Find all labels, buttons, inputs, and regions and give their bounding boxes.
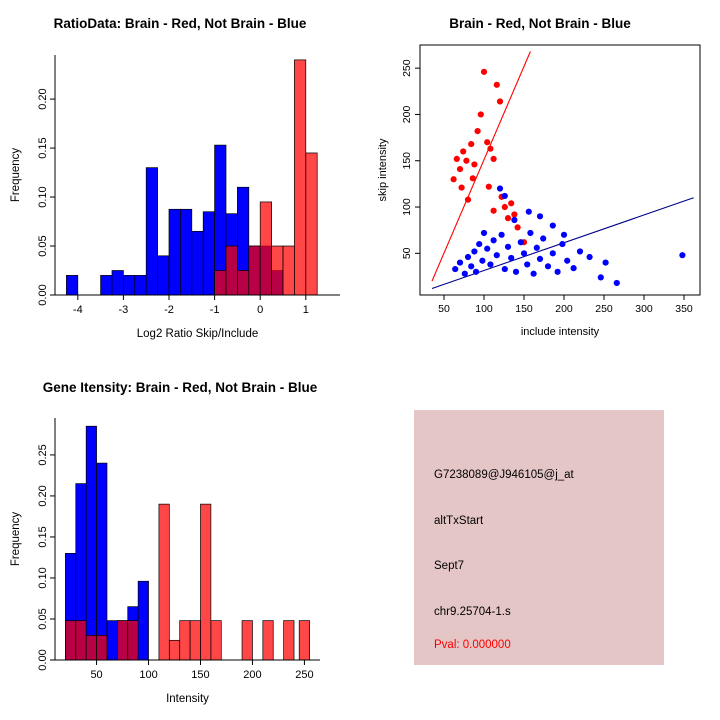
ratio-histogram-panel (0, 0, 360, 360)
y-tick-label: 0.00 (37, 284, 49, 306)
gene-name-text: Sept7 (434, 560, 465, 572)
x-tick-label: 250 (595, 303, 613, 315)
y-tick-label: 0.20 (37, 485, 49, 507)
scatter-point (508, 255, 514, 261)
scatter-point (587, 254, 593, 260)
scatter-point (454, 156, 460, 162)
histogram-bar (138, 581, 148, 660)
scatter-point (499, 232, 505, 238)
y-tick-label: 0.10 (37, 567, 49, 589)
gene-histogram-plot (0, 360, 400, 720)
scatter-point (494, 82, 500, 88)
scatter-point (497, 98, 503, 104)
scatter-point (513, 269, 519, 275)
scatter-point (470, 175, 476, 181)
histogram-bar (272, 246, 283, 295)
histogram-bar (112, 271, 123, 295)
scatter-point (451, 176, 457, 182)
scatter-point (555, 269, 561, 275)
histogram-bar (180, 209, 191, 295)
x-axis-label: Log2 Ratio Skip/Include (136, 328, 259, 340)
histogram-bar (76, 621, 86, 660)
scatter-point (505, 215, 511, 221)
scatter-point (468, 141, 474, 147)
histogram-bar (192, 231, 203, 295)
x-tick-label: 200 (243, 669, 262, 681)
y-tick-label: 0.15 (37, 526, 49, 548)
y-tick-label: 100 (401, 198, 413, 216)
scatter-point (531, 271, 537, 277)
probe-id-text: G7238089@J946105@j_at (434, 469, 574, 481)
x-tick-label: -2 (164, 304, 174, 316)
histogram-bar (237, 271, 248, 295)
x-tick-label: -1 (209, 304, 220, 316)
x-tick-label: 1 (302, 304, 309, 316)
scatter-point (518, 239, 524, 245)
histogram-bar (200, 504, 210, 660)
scatter-point (511, 217, 517, 223)
histogram-bar (135, 275, 146, 295)
scatter-point (564, 258, 570, 264)
histogram-bar (107, 621, 117, 660)
scatter-point (571, 265, 577, 271)
scatter-point (478, 111, 484, 117)
scatter-point (534, 245, 540, 251)
histogram-bar (123, 275, 134, 295)
x-tick-label: 350 (675, 303, 693, 315)
histogram-bar (260, 202, 271, 295)
x-tick-label: 50 (90, 669, 103, 681)
histogram-bar (203, 212, 214, 295)
histogram-bar (158, 256, 169, 295)
scatter-point (505, 244, 511, 250)
scatter-point (476, 241, 482, 247)
y-tick-label: 0.05 (37, 235, 49, 257)
scatter-point (465, 254, 471, 260)
histogram-bar (65, 621, 75, 660)
scatter-point (471, 161, 477, 167)
scatter-point (561, 232, 567, 238)
histogram-bar (169, 640, 179, 660)
scatter-point (475, 128, 481, 134)
histogram-bar (263, 621, 273, 660)
scatter-point (459, 184, 465, 190)
scatter-point (550, 250, 556, 256)
scatter-point (537, 256, 543, 262)
scatter-point (502, 193, 508, 199)
histogram-bar (86, 635, 96, 660)
histogram-bar (215, 271, 226, 295)
scatter-point (484, 246, 490, 252)
pval-text: Pval: 0.000000 (434, 639, 511, 651)
scatter-point (481, 230, 487, 236)
scatter-point (486, 184, 492, 190)
y-tick-label: 0.20 (37, 88, 49, 110)
y-axis-label: Frequency (10, 511, 22, 567)
histogram-bar (306, 153, 317, 295)
scatter-point (511, 211, 517, 217)
scatter-point (457, 166, 463, 172)
histogram-bar (242, 621, 252, 660)
scatter-point (521, 250, 527, 256)
histogram-bar (294, 60, 305, 295)
ratio-histogram-plot (0, 0, 360, 360)
gene-histogram-title: Gene Itensity: Brain - Red, Not Brain - Blue (42, 380, 318, 395)
x-tick-label: -3 (118, 304, 129, 316)
histogram-bar (97, 463, 107, 660)
histogram-bar (180, 621, 190, 660)
y-tick-label: 150 (401, 151, 413, 170)
histogram-bar (146, 168, 157, 295)
scatter-point (497, 185, 503, 191)
scatter-point (679, 252, 685, 258)
x-tick-label: -4 (72, 304, 83, 316)
y-tick-label: 0.05 (37, 608, 49, 630)
x-tick-label: 50 (438, 303, 450, 315)
y-tick-label: 50 (401, 247, 413, 260)
histogram-bar (226, 246, 237, 295)
scatter-point (598, 274, 604, 280)
histogram-bar (101, 275, 112, 295)
scatter-point (491, 156, 497, 162)
scatter-point (484, 139, 490, 145)
scatter-point (577, 248, 583, 254)
histogram-bar (283, 246, 294, 295)
ratio-histogram-title: RatioData: Brain - Red, Not Brain - Blue (53, 16, 307, 31)
histogram-bar (66, 275, 77, 295)
x-tick-label: 150 (191, 669, 210, 681)
scatter-point (481, 69, 487, 75)
coordinate-text: chr9.25704-1.s (434, 606, 511, 618)
y-tick-label: 0.00 (37, 649, 49, 671)
histogram-bar (86, 426, 96, 660)
scatter-point (614, 280, 620, 286)
scatter-plot (360, 0, 720, 360)
scatter-point (515, 224, 521, 230)
histogram-bar (249, 246, 260, 295)
x-tick-label: 100 (139, 669, 158, 681)
scatter-point (526, 209, 532, 215)
scatter-point (491, 208, 497, 214)
histogram-bar (97, 635, 107, 660)
scatter-point (524, 261, 530, 267)
scatter-point (460, 148, 466, 154)
y-axis-label: skip intensity (377, 138, 389, 202)
scatter-point (502, 204, 508, 210)
scatter-point (545, 263, 551, 269)
x-tick-label: 0 (257, 304, 264, 316)
x-tick-label: 200 (555, 303, 573, 315)
x-tick-label: 100 (475, 303, 493, 315)
scatter-point (491, 237, 497, 243)
scatter-point (479, 258, 485, 264)
scatter-title: Brain - Red, Not Brain - Blue (449, 16, 631, 31)
histogram-bar (190, 621, 200, 660)
scatter-point (452, 266, 458, 272)
scatter-point (463, 158, 469, 164)
red-line (432, 51, 530, 281)
y-tick-label: 200 (401, 105, 413, 124)
scatter-point (508, 200, 514, 206)
y-axis-label: Frequency (10, 147, 22, 203)
scatter-point (468, 263, 474, 269)
gene-histogram-panel (0, 360, 400, 720)
gene-info-panel (414, 410, 664, 665)
scatter-point (537, 213, 543, 219)
x-tick-label: 250 (295, 669, 314, 681)
histogram-bar (299, 621, 309, 660)
scatter-point (494, 252, 500, 258)
scatter-point (471, 248, 477, 254)
histogram-bar (117, 621, 127, 660)
scatter-point (487, 261, 493, 267)
x-tick-label: 300 (635, 303, 653, 315)
histogram-bar (211, 621, 221, 660)
histogram-bar (128, 621, 138, 660)
x-axis-label: include intensity (520, 326, 600, 338)
y-tick-label: 0.25 (37, 444, 49, 466)
histogram-bar (159, 504, 169, 660)
scatter-point (559, 241, 565, 247)
y-tick-label: 250 (401, 59, 413, 77)
scatter-point (540, 235, 546, 241)
scatter-point (465, 197, 471, 203)
y-tick-label: 0.10 (37, 186, 49, 208)
scatter-panel (360, 0, 720, 360)
scatter-point (487, 146, 493, 152)
event-type-text: altTxStart (434, 515, 484, 527)
scatter-point (457, 259, 463, 265)
scatter-point (502, 266, 508, 272)
y-tick-label: 0.15 (37, 137, 49, 159)
scatter-point (473, 269, 479, 275)
scatter-point (462, 271, 468, 277)
x-tick-label: 150 (515, 303, 533, 315)
histogram-bar (169, 209, 180, 295)
scatter-point (527, 230, 533, 236)
histogram-bar (284, 621, 294, 660)
x-axis-label: Intensity (166, 693, 209, 705)
scatter-point (603, 259, 609, 265)
scatter-point (550, 222, 556, 228)
